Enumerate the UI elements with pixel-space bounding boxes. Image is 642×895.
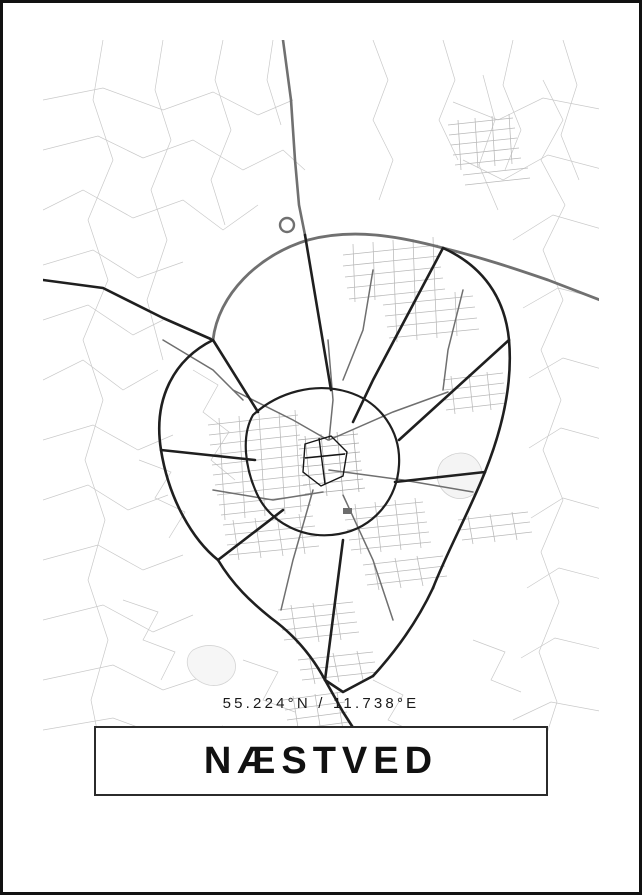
title-frame xyxy=(94,726,548,796)
city-map[interactable] xyxy=(43,40,599,760)
map-landmark-block xyxy=(343,508,352,514)
coordinates-text: 55.224°N / 11.738°E xyxy=(222,695,420,712)
caption-block xyxy=(43,695,599,855)
city-name: NÆSTVED xyxy=(203,740,439,782)
map-area[interactable] xyxy=(43,40,599,760)
poster-inner xyxy=(43,40,599,855)
